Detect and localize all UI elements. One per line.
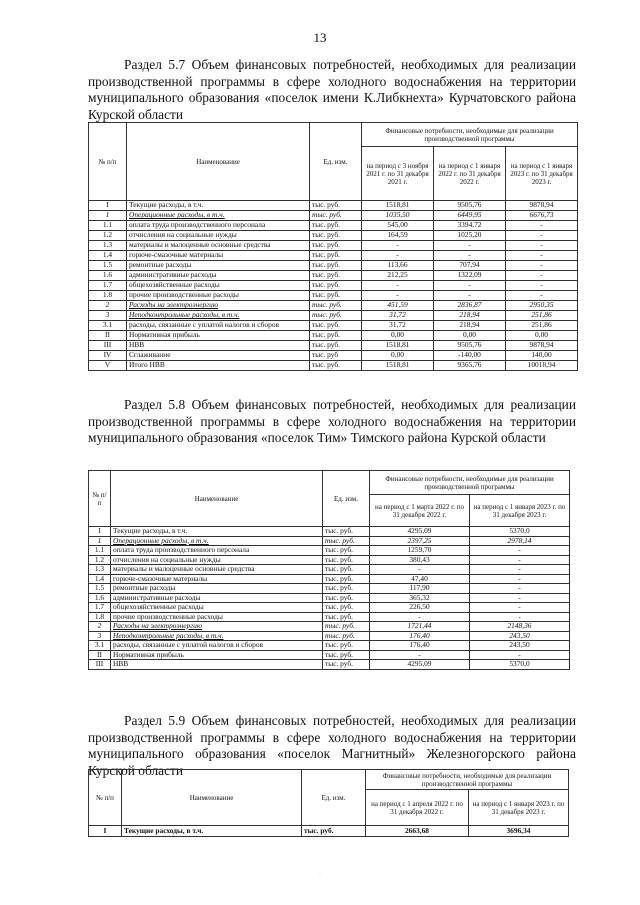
row-number: III [89, 341, 127, 351]
row-number: I [89, 826, 122, 837]
row-unit: тыс. руб. [310, 281, 362, 291]
row-value: 9505,76 [434, 341, 506, 351]
row-name: административные расходы [111, 593, 323, 603]
period-header: на период с 1 марта 2022 г. по 31 декабря 2022 г. [370, 495, 470, 527]
row-number: 3.1 [89, 321, 127, 331]
section-5-9-table [88, 769, 569, 837]
table-row [89, 593, 570, 603]
col-name-header: Наименование [111, 471, 323, 527]
table-row [89, 261, 578, 271]
row-name: Неподконтрольные расходы, в т.ч. [111, 631, 323, 641]
row-name: оплата труда производственного персонала [111, 546, 323, 556]
row-value: - [362, 251, 434, 261]
row-value: 0,00 [362, 351, 434, 361]
row-value: - [434, 291, 506, 301]
row-value: 31,72 [362, 311, 434, 321]
table-row [89, 281, 578, 291]
row-name: отчисления на социальные нужды [111, 555, 323, 565]
section-5-8-heading: Раздел 5.8 Объем финансовых потребностей, необходимых для реализации производственной программы в сфере холодного водоснабжения на территории муниципального образования «поселок Тим» Тимского района Курской области [88, 397, 576, 445]
row-value: 380,43 [370, 555, 470, 565]
table-row [89, 546, 570, 556]
row-unit: тыс. руб. [323, 546, 370, 556]
row-value: 1035,50 [362, 211, 434, 221]
row-name: Операционные расходы, в т.ч. [127, 211, 310, 221]
row-unit: тыс. руб. [310, 321, 362, 331]
row-value: 212,25 [362, 271, 434, 281]
row-unit: тыс. руб. [310, 261, 362, 271]
row-name: НВВ [111, 660, 323, 670]
row-value: - [362, 281, 434, 291]
row-value: 1518,81 [362, 201, 434, 211]
row-value: - [470, 555, 570, 565]
period-header: на период с 3 ноября 2021 г. по 31 декабря 2021 г. [362, 147, 434, 201]
row-unit: тыс. руб. [310, 361, 362, 371]
row-number: 1.7 [89, 281, 127, 291]
col-num-header: № п/п [89, 471, 111, 527]
row-value: - [506, 261, 578, 271]
col-name-header: Наименование [122, 770, 302, 826]
table-row [89, 201, 578, 211]
row-value: - [470, 546, 570, 556]
row-value: - [434, 281, 506, 291]
row-name: Операционные расходы, в т.ч. [111, 536, 323, 546]
row-number: 1.7 [89, 603, 111, 613]
row-value: 226,50 [370, 603, 470, 613]
row-name: оплата труда производственного персонала [127, 221, 310, 231]
row-unit: тыс. руб. [323, 593, 370, 603]
row-unit: тыс. руб. [323, 584, 370, 594]
row-value: 9878,94 [506, 341, 578, 351]
row-value: - [470, 565, 570, 575]
row-value: - [470, 650, 570, 660]
row-name: материалы и малоценные основные средства [127, 241, 310, 251]
table-row [89, 321, 578, 331]
row-number: V [89, 361, 127, 371]
row-value: 31,72 [362, 321, 434, 331]
row-value: - [506, 251, 578, 261]
row-number: 1.4 [89, 251, 127, 261]
col-num-header: № п/п [89, 123, 127, 201]
row-number: 1.8 [89, 291, 127, 301]
row-number: I [89, 527, 111, 537]
row-value: 218,94 [434, 311, 506, 321]
row-number: 1 [89, 211, 127, 221]
row-value: 2978,14 [470, 536, 570, 546]
row-number: II [89, 331, 127, 341]
row-name: ремонтные расходы [127, 261, 310, 271]
row-value: -140,00 [434, 351, 506, 361]
row-unit: тыс. руб. [323, 612, 370, 622]
row-name: Расходы на электроэнергию [127, 301, 310, 311]
row-number: 1.3 [89, 565, 111, 575]
row-value: - [470, 593, 570, 603]
row-unit: тыс. руб. [323, 631, 370, 641]
row-value: - [506, 241, 578, 251]
row-number: III [89, 660, 111, 670]
row-value: 0,00 [434, 331, 506, 341]
col-group-header: Финансовые потребности, необходимые для реализации производственной программы [366, 770, 569, 790]
row-unit: тыс. руб. [310, 291, 362, 301]
row-name: прочие производственные расходы [127, 291, 310, 301]
section-5-7-table [88, 122, 578, 371]
row-unit: тыс. руб. [323, 574, 370, 584]
period-header: на период с 1 января 2023 г. по 31 декабря 2023 г. [470, 495, 570, 527]
row-name: ремонтные расходы [111, 584, 323, 594]
row-value: 5370,0 [470, 527, 570, 537]
row-value: 4295,09 [370, 527, 470, 537]
row-name: Итого НВВ [127, 361, 310, 371]
table-row [89, 311, 578, 321]
row-number: 2 [89, 301, 127, 311]
row-value: 164,59 [362, 231, 434, 241]
row-number: 1.5 [89, 261, 127, 271]
table-row [89, 251, 578, 261]
period-header: на период с 1 января 2023 г. по 31 декабря 2023 г. [469, 790, 569, 826]
row-value: 9365,76 [434, 361, 506, 371]
row-unit: тыс. руб. [323, 622, 370, 632]
row-name: горюче-смазочные материалы [127, 251, 310, 261]
row-number: 1 [89, 536, 111, 546]
row-value: 243,50 [470, 631, 570, 641]
row-unit: тыс. руб. [323, 536, 370, 546]
col-group-header: Финансовые потребности, необходимые для реализации производственной программы [370, 471, 570, 495]
row-unit: тыс. руб. [310, 331, 362, 341]
row-value: - [370, 612, 470, 622]
row-value: 251,86 [506, 311, 578, 321]
table-row [89, 241, 578, 251]
row-name: расходы, связанные с уплатой налогов и сборов [111, 641, 323, 651]
row-number: 1.8 [89, 612, 111, 622]
row-value: 1518,81 [362, 361, 434, 371]
row-value: - [434, 241, 506, 251]
table-row [89, 527, 570, 537]
col-num-header: № п/п [89, 770, 122, 826]
row-number: 1.5 [89, 584, 111, 594]
row-unit: тыс. руб [310, 351, 362, 361]
row-unit: тыс. руб. [323, 660, 370, 670]
row-value: - [470, 584, 570, 594]
row-value: 9505,76 [434, 201, 506, 211]
row-value: - [370, 565, 470, 575]
row-unit: тыс. руб. [323, 603, 370, 613]
row-value: 3696,34 [469, 826, 569, 837]
row-value: - [506, 281, 578, 291]
row-number: 1.1 [89, 546, 111, 556]
table-row [89, 631, 570, 641]
table-row [89, 603, 570, 613]
table-row [89, 584, 570, 594]
table-row [89, 574, 570, 584]
row-unit: тыс. руб. [310, 231, 362, 241]
row-unit: тыс. руб. [310, 241, 362, 251]
row-name: прочие производственные расходы [111, 612, 323, 622]
row-value: 9878,94 [506, 201, 578, 211]
row-value: 6676,73 [506, 211, 578, 221]
row-value: 113,66 [362, 261, 434, 271]
row-value: 1518,81 [362, 341, 434, 351]
row-number: 3 [89, 311, 127, 321]
row-value: 218,94 [434, 321, 506, 331]
row-unit: тыс. руб. [310, 211, 362, 221]
table-row [89, 641, 570, 651]
row-value: - [470, 612, 570, 622]
row-number: I [89, 201, 127, 211]
row-value: - [506, 291, 578, 301]
row-value: 140,00 [506, 351, 578, 361]
row-value: 451,59 [362, 301, 434, 311]
row-value: 1025,20 [434, 231, 506, 241]
row-value: 1259,70 [370, 546, 470, 556]
col-name-header: Наименование [127, 123, 310, 201]
row-name: горюче-смазочные материалы [111, 574, 323, 584]
row-name: Нормативная прибыль [127, 331, 310, 341]
row-value: - [506, 271, 578, 281]
row-value: - [434, 251, 506, 261]
row-number: 3 [89, 631, 111, 641]
row-value: 3394,72 [434, 221, 506, 231]
row-unit: тыс. руб. [310, 341, 362, 351]
table-row [89, 271, 578, 281]
row-number: 3.1 [89, 641, 111, 651]
table-row [89, 826, 569, 837]
table-row [89, 565, 570, 575]
row-name: расходы, связанные с уплатой налогов и сборов [127, 321, 310, 331]
row-value: - [362, 291, 434, 301]
row-value: 2663,68 [366, 826, 469, 837]
row-unit: тыс. руб. [310, 201, 362, 211]
table-row [89, 231, 578, 241]
table-row [89, 650, 570, 660]
row-unit: тыс. руб. [323, 641, 370, 651]
row-value: 0,00 [362, 331, 434, 341]
row-value: 117,90 [370, 584, 470, 594]
period-header: на период с 1 января 2022 г. по 31 декабря 2022 г. [434, 147, 506, 201]
col-group-header: Финансовые потребности, необходимые для реализации производственной программы [362, 123, 578, 147]
row-name: Расходы на электроэнергию [111, 622, 323, 632]
row-value: 2148,36 [470, 622, 570, 632]
table-row [89, 555, 570, 565]
row-value: 176,40 [370, 641, 470, 651]
row-value: 365,32 [370, 593, 470, 603]
col-unit-header: Ед. изм. [323, 471, 370, 527]
row-number: 1.6 [89, 593, 111, 603]
table-row [89, 331, 578, 341]
period-header: на период с 1 января 2023 г. по 31 декабря 2023 г. [506, 147, 578, 201]
row-value: 707,94 [434, 261, 506, 271]
row-value: - [470, 603, 570, 613]
row-name: материалы и малоценные основные средства [111, 565, 323, 575]
table-row [89, 291, 578, 301]
col-unit-header: Ед. изм. [302, 770, 366, 826]
row-value: - [506, 221, 578, 231]
row-name: общехозяйственные расходы [127, 281, 310, 291]
row-number: 1.6 [89, 271, 127, 281]
row-number: IV [89, 351, 127, 361]
row-name: административные расходы [127, 271, 310, 281]
table-row [89, 622, 570, 632]
row-unit: тыс. руб. [323, 650, 370, 660]
row-unit: тыс. руб. [323, 527, 370, 537]
row-value: - [506, 231, 578, 241]
row-value: - [370, 650, 470, 660]
col-unit-header: Ед. изм. [310, 123, 362, 201]
row-number: 1.1 [89, 221, 127, 231]
row-value: 2950,35 [506, 301, 578, 311]
row-name: Нормативная прибыль [111, 650, 323, 660]
row-number: 1.2 [89, 555, 111, 565]
row-value: 6449,95 [434, 211, 506, 221]
row-unit: тыс. руб. [310, 221, 362, 231]
row-name: Неподконтрольные расходы, в т.ч. [127, 311, 310, 321]
row-name: общехозяйственные расходы [111, 603, 323, 613]
table-row [89, 351, 578, 361]
row-value: 176,40 [370, 631, 470, 641]
row-name: Сглаживание [127, 351, 310, 361]
row-name: отчисления на социальные нужды [127, 231, 310, 241]
row-unit: тыс. руб. [310, 251, 362, 261]
row-unit: тыс. руб. [310, 311, 362, 321]
row-value: 5370,0 [470, 660, 570, 670]
table-row [89, 536, 570, 546]
row-name: Текущие расходы, в т.ч. [111, 527, 323, 537]
row-number: 1.4 [89, 574, 111, 584]
table-row [89, 660, 570, 670]
row-value: 4295,09 [370, 660, 470, 670]
row-value: 2836,87 [434, 301, 506, 311]
table-row [89, 361, 578, 371]
row-value: 10018,94 [506, 361, 578, 371]
row-unit: тыс. руб. [302, 826, 366, 837]
table-row [89, 221, 578, 231]
row-number: 2 [89, 622, 111, 632]
row-name: Текущие расходы, в т.ч. [127, 201, 310, 211]
page-number: 13 [313, 30, 327, 45]
row-name: Текущие расходы, в т.ч. [122, 826, 302, 837]
row-value: 2397,25 [370, 536, 470, 546]
row-value: 1322,09 [434, 271, 506, 281]
row-unit: тыс. руб. [323, 565, 370, 575]
row-unit: тыс. руб. [323, 555, 370, 565]
row-number: II [89, 650, 111, 660]
table-row [89, 301, 578, 311]
row-unit: тыс. руб. [310, 271, 362, 281]
row-value: - [362, 241, 434, 251]
section-5-9-heading: Раздел 5.9 Объем финансовых потребностей, необходимых для реализации производственной программы в сфере холодного водоснабжения на территории муниципального образования «поселок Магнитный» Железногорского района Курской области [88, 713, 576, 778]
row-value: 243,50 [470, 641, 570, 651]
row-value: 0,00 [506, 331, 578, 341]
table-row [89, 612, 570, 622]
section-5-8-table [88, 470, 570, 670]
scan-dot: · [319, 871, 321, 877]
period-header: на период с 1 апреля 2022 г. по 31 декабря 2022 г. [366, 790, 469, 826]
row-unit: тыс. руб. [310, 301, 362, 311]
row-value: 251,86 [506, 321, 578, 331]
row-name: НВВ [127, 341, 310, 351]
row-number: 1.2 [89, 231, 127, 241]
table-row [89, 341, 578, 351]
row-value: - [470, 574, 570, 584]
row-value: 545,00 [362, 221, 434, 231]
row-value: 47,40 [370, 574, 470, 584]
table-row [89, 211, 578, 221]
row-value: 1721,44 [370, 622, 470, 632]
section-5-7-heading: Раздел 5.7 Объем финансовых потребностей, необходимых для реализации производственной программы в сфере холодного водоснабжения на территории муниципального образования «поселок имени К.Либкнехта» Курчатовского района Курской области [88, 57, 576, 122]
row-number: 1.3 [89, 241, 127, 251]
